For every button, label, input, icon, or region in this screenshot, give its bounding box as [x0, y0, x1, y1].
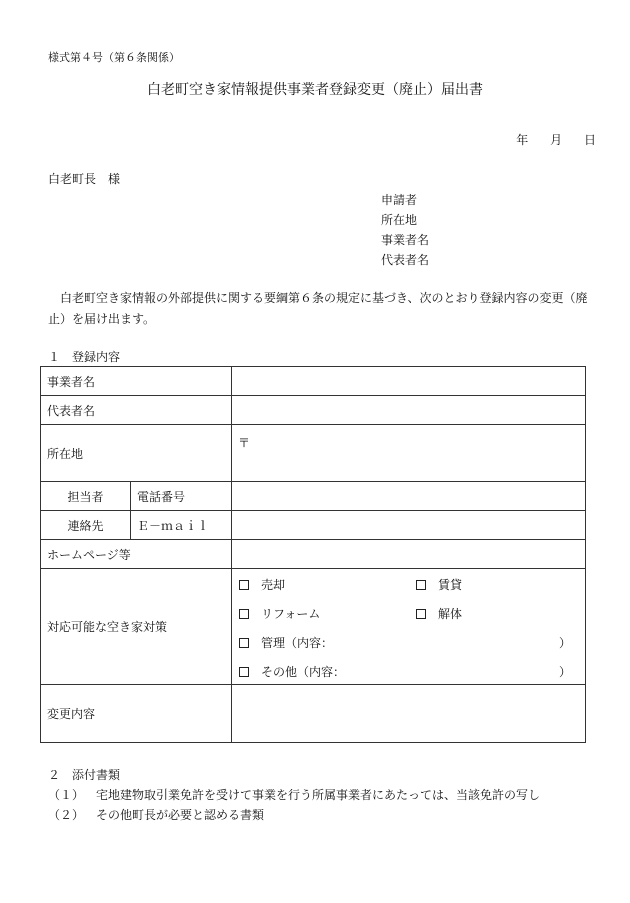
option-sale-label: 売却: [261, 578, 286, 592]
checkbox-icon[interactable]: [239, 667, 249, 677]
table-row: [41, 511, 586, 540]
checkbox-icon[interactable]: [416, 609, 426, 619]
measures-label: 対応可能な空き家対策: [41, 569, 232, 685]
applicant-representative: 代表者名: [381, 253, 430, 267]
business-name-field[interactable]: [232, 367, 586, 396]
attachment-number: （２）: [48, 808, 85, 822]
form-number: 様式第４号（第６条関係）: [48, 51, 180, 64]
representative-field[interactable]: [232, 396, 586, 425]
email-label: Ｅ－ｍａｉｌ: [131, 511, 232, 540]
document-title: 白老町空き家情報提供事業者登録変更（廃止）届出書: [147, 82, 483, 98]
phone-label: 電話番号: [131, 482, 232, 511]
body-text: 白老町空き家情報の外部提供に関する要綱第６条の規定に基づき、次のとおり登録内容の変更（廃止）を届け出ます。: [48, 291, 588, 326]
attachment-item: [48, 806, 264, 823]
option-reform-label: リフォーム: [261, 607, 321, 621]
change-details-label: 変更内容: [41, 685, 232, 743]
option-rent[interactable]: [416, 576, 462, 593]
attachment-number: （１）: [48, 788, 85, 802]
option-other-label: その他（内容：: [261, 665, 346, 679]
checkbox-icon[interactable]: [239, 580, 249, 590]
checkbox-icon[interactable]: [239, 609, 249, 619]
date-year: 年: [516, 133, 529, 147]
address-label: 所在地: [41, 425, 232, 482]
applicant-address: 所在地: [381, 213, 418, 227]
management-close-paren: ）: [559, 636, 572, 650]
change-details-field[interactable]: [232, 685, 586, 743]
option-reform[interactable]: [239, 605, 320, 622]
table-row: [41, 540, 586, 569]
measures-options: [232, 569, 586, 685]
email-field[interactable]: [232, 511, 586, 540]
registration-table: [40, 366, 586, 743]
option-demolition[interactable]: [416, 605, 462, 622]
attachment-item: [48, 786, 540, 803]
date-day: 日: [583, 133, 596, 147]
attachment-text: その他町長が必要と認める書類: [96, 808, 265, 822]
table-row: [41, 425, 586, 482]
representative-label: 代表者名: [41, 396, 232, 425]
table-row: [41, 569, 586, 685]
phone-field[interactable]: [232, 482, 586, 511]
option-management-label: 管理（内容：: [261, 636, 334, 650]
option-demolition-label: 解体: [438, 607, 463, 621]
homepage-label: ホームページ等: [41, 540, 232, 569]
checkbox-icon[interactable]: [416, 580, 426, 590]
section-2-title: ２ 添付書類: [48, 768, 121, 782]
contact-label: 連絡先: [41, 511, 131, 540]
option-management[interactable]: [239, 634, 333, 651]
date-month: 月: [550, 133, 563, 147]
business-name-label: 事業者名: [41, 367, 232, 396]
homepage-field[interactable]: [232, 540, 586, 569]
applicant-business-name: 事業者名: [381, 233, 430, 247]
date-line: [498, 131, 596, 148]
contact-person-label: 担当者: [41, 482, 131, 511]
other-close-paren: ）: [559, 665, 572, 679]
table-row: [41, 685, 586, 743]
addressee: 白老町長 様: [48, 172, 121, 186]
option-sale[interactable]: [239, 576, 285, 593]
table-row: [41, 367, 586, 396]
option-rent-label: 賃貸: [438, 578, 463, 592]
table-row: [41, 396, 586, 425]
table-row: [41, 482, 586, 511]
attachment-text: 宅地建物取引業免許を受けて事業を行う所属事業者にあたっては、当該免許の写し: [96, 788, 541, 802]
option-other[interactable]: [239, 663, 345, 680]
address-field[interactable]: [232, 425, 586, 482]
section-1-title: １ 登録内容: [48, 350, 121, 364]
postal-mark: 〒: [238, 436, 251, 450]
checkbox-icon[interactable]: [239, 638, 249, 648]
applicant-label: 申請者: [381, 193, 418, 207]
